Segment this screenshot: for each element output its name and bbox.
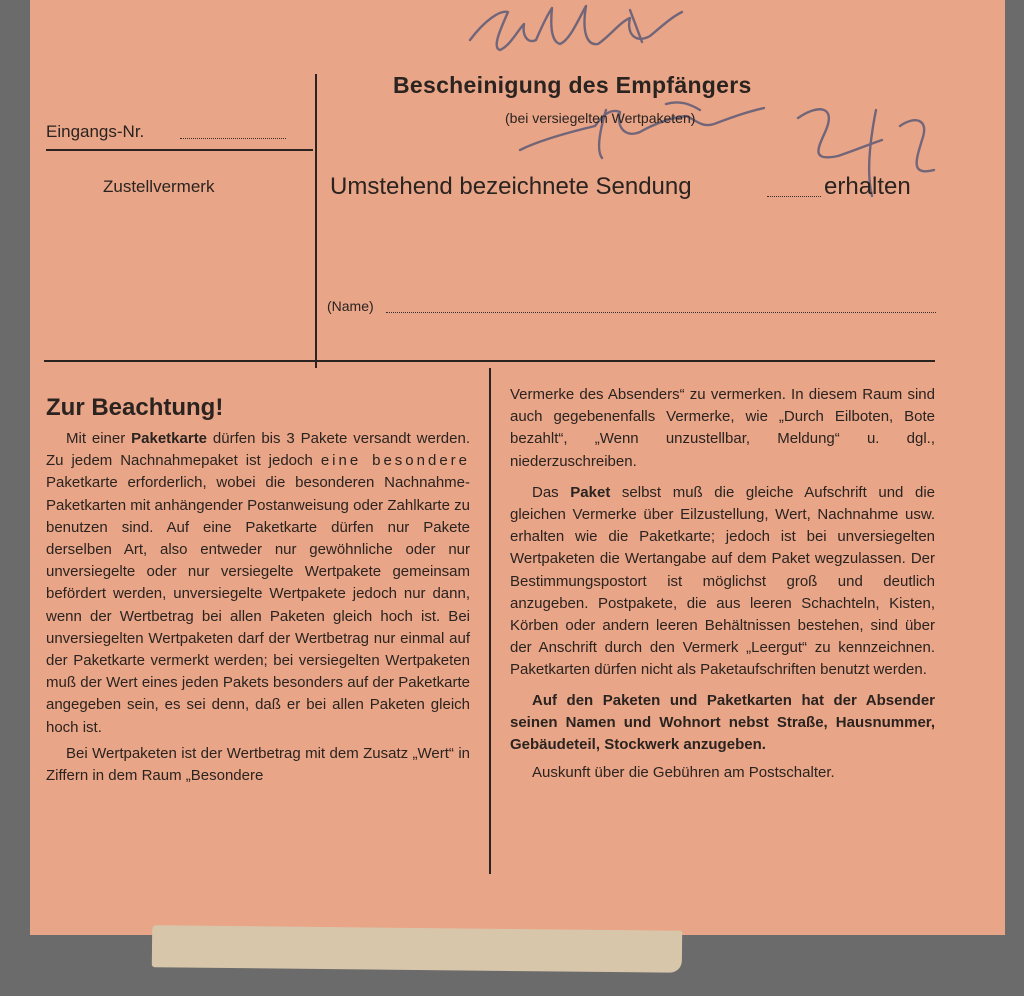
eingangs-nr-dotted-line [180,138,286,139]
recipient-certificate-subtitle: (bei versiegelten Wertpaketen) [505,110,696,126]
receipt-line-text: Umstehend bezeichnete Sendung [330,173,692,200]
name-dotted-line [386,312,936,313]
notice-paragraph-2: Bei Wertpaketen ist der Wertbetrag mit dem Zusatz „Wert“ in Ziffern in dem Raum „Besondere [46,744,470,785]
eingangs-nr-label: Eingangs-Nr. [46,122,145,141]
receipt-line-end: erhalten [824,173,911,200]
lower-vertical-divider [489,368,491,874]
recipient-certificate-title: Bescheinigung des Empfängers [393,72,752,98]
torn-paper-strip [152,925,682,973]
eingangs-divider [46,149,313,151]
notice-paragraph-4: Das Paket selbst muß die gleiche Aufschrift und die gleichen Vermerke über Eilzustellung, Wert, Nachnahme usw. erhalten wie die Paketkarte; jedoch ist bei unversiegelten Wertpaketen die Wertangabe auf dem Paket wegzulassen. Der Bestimmungspostort ist möglichst groß und deutlich anzugeben. Postpakete, die aus leeren Schachteln, Kisten, Körben oder andern leeren Behältnissen bestehen, sind über der Anschrift durch den Vermerk „Leergut“ zu kennzeichnen. Paketkarten dürfen nicht als Paketaufschriften benutzt werden. [510,483,935,679]
notice-paragraph-6: Auskunft über die Gebühren am Postschalter. [532,764,835,782]
name-label: (Name) [327,298,374,314]
notice-paragraph-5: Auf den Paketen und Paketkarten hat der Absender seinen Namen und Wohnort nebst Straße, Hausnummer, Gebäudeteil, Stockwerk anzugeben. [510,691,935,754]
top-vertical-divider [315,74,317,368]
notice-left-column [46,428,470,787]
notice-paragraph-3: Vermerke des Absenders“ zu vermerken. In diesem Raum sind auch gegebenenfalls Vermerke, wie „Durch Eilboten, Bote bezahlt“, „Wenn unzustellbar, Meldung“ u. dgl., niederzuschreiben. [510,386,935,470]
receipt-dotted-line [767,196,821,197]
parcel-card [30,0,1005,935]
notice-paragraph-1: Mit einer Paketkarte dürfen bis 3 Pakete versandt werden. Zu jedem Nachnahmepaket ist jedoch eine besondere Paketkarte erforderlich, wobei die besonderen Nachnahme-Paketkarten mit anhängender Postanweisung oder Zahlkarte zu benutzen sind. Auf eine Paketkarte dürfen nur Pakete derselben Art, also entweder nur gewöhnliche oder nur unversiegelte oder nur versiegelte Wertpakete gemeinsam befördert werden, unversiegelte Wertpakete jedoch nur dann, wenn der Wertbetrag bei allen Paketen gleich hoch ist. Bei unversiegelten Wertpaketen darf der Wertbetrag nur einmal auf der Paketkarte vermerkt werden; bei versiegelten Wertpaketen muß der Wert eines jeden Pakets besonders auf der Paketkarte angegeben sein, es sei denn, daß er bei allen Paketen gleich hoch ist. [46,430,471,736]
notice-right-column [510,384,935,784]
zustellvermerk-label: Zustellvermerk [103,177,215,196]
notice-heading: Zur Beachtung! [46,394,224,421]
middle-horizontal-divider [44,360,935,362]
